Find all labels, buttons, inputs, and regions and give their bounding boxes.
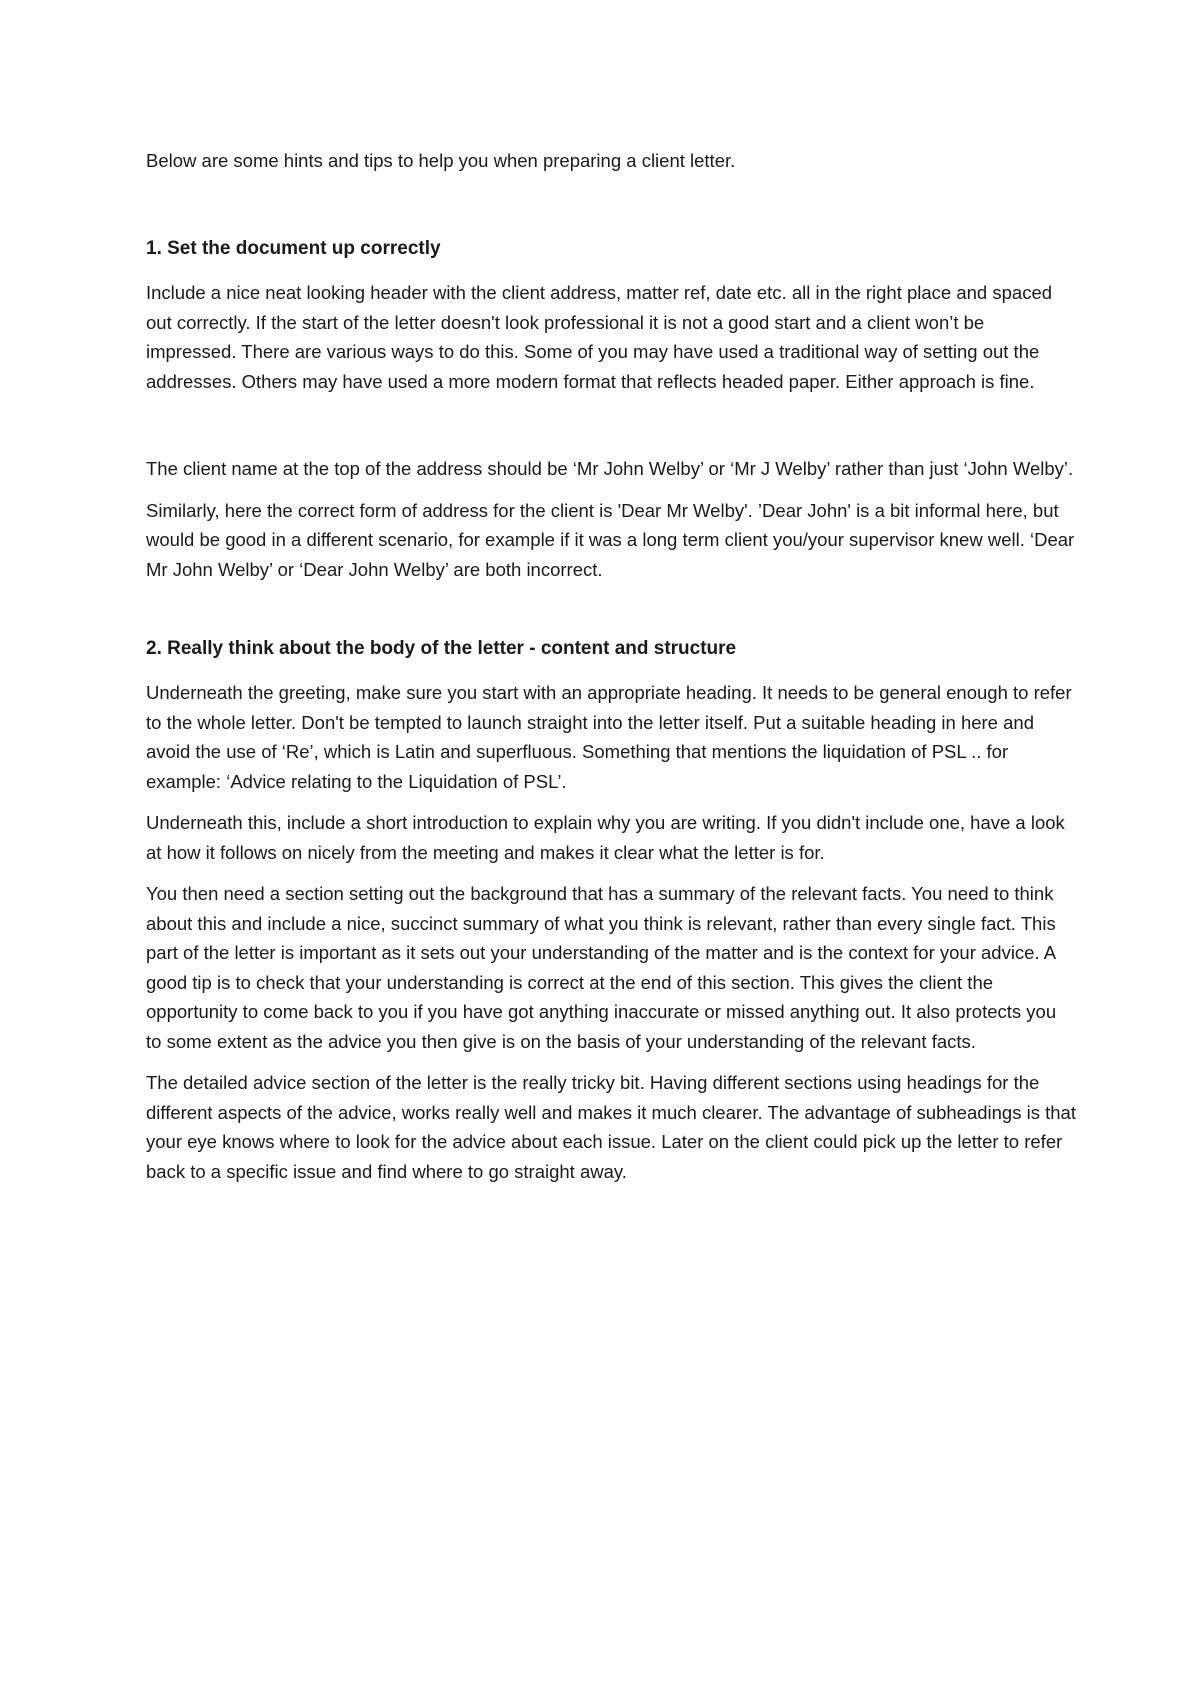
section-2-heading: 2. Really think about the body of the letter - content and structure [146,638,737,659]
section-2-paragraph-4: The detailed advice section of the letter is the really tricky bit. Having different sections using headings for the different aspects of the advice, works really well and makes it much clearer. The advantage of subheadings is that your eye knows where to look for the advice about each issue. Later on the client could pick up the letter to refer back to a specific issue and find where to go straight away. [146,1072,1076,1182]
section-2-paragraph-3: You then need a section setting out the background that has a summary of the relevant facts. You need to think about this and include a nice, succinct summary of what you think is relevant, rather than every single fact. This part of the letter is important as it sets out your understanding of the matter and is the context for your advice. A good tip is to check that your understanding is correct at the end of this section. This gives the client the opportunity to come back to you if you have got anything inaccurate or missed anything out. It also protects you to some extent as the advice you then give is on the basis of your understanding of the relevant facts. [146,883,1057,1052]
document-body [146,146,1076,1198]
section-1 [146,234,1076,584]
section-2-paragraph-2: Underneath this, include a short introduction to explain why you are writing. If you didn't include one, have a look at how it follows on nicely from the meeting and makes it clear what the letter is for. [146,812,1065,863]
section-1-paragraph-2: The client name at the top of the address should be ‘Mr John Welby’ or ‘Mr J Welby’ rather than just ‘John Welby’. [146,458,1074,479]
section-1-heading: 1. Set the document up correctly [146,238,441,259]
intro-paragraph: Below are some hints and tips to help you when preparing a client letter. [146,150,736,171]
section-1-paragraph-3: Similarly, here the correct form of address for the client is 'Dear Mr Welby'. ’Dear John' is a bit informal here, but would be good in a different scenario, for example if it was a long term client you/your supervisor knew well. ‘Dear Mr John Welby’ or ‘Dear John Welby’ are both incorrect. [146,499,1075,580]
section-1-paragraph-1: Include a nice neat looking header with the client address, matter ref, date etc. all in the right place and spaced out correctly. If the start of the letter doesn't look professional it is not a good start and a client won’t be impressed. There are various ways to do this. Some of you may have used a traditional way of setting out the addresses. Others may have used a more modern format that reflects headed paper. Either approach is fine. [146,282,1053,392]
section-2-paragraph-1: Underneath the greeting, make sure you start with an appropriate heading. It needs to be general enough to refer to the whole letter. Don't be tempted to launch straight into the letter itself. Put a suitable heading in here and avoid the use of ‘Re’, which is Latin and superfluous. Something that mentions the liquidation of PSL .. for example: ‘Advice relating to the Liquidation of PSL’. [146,682,1072,792]
section-2 [146,634,1076,1186]
